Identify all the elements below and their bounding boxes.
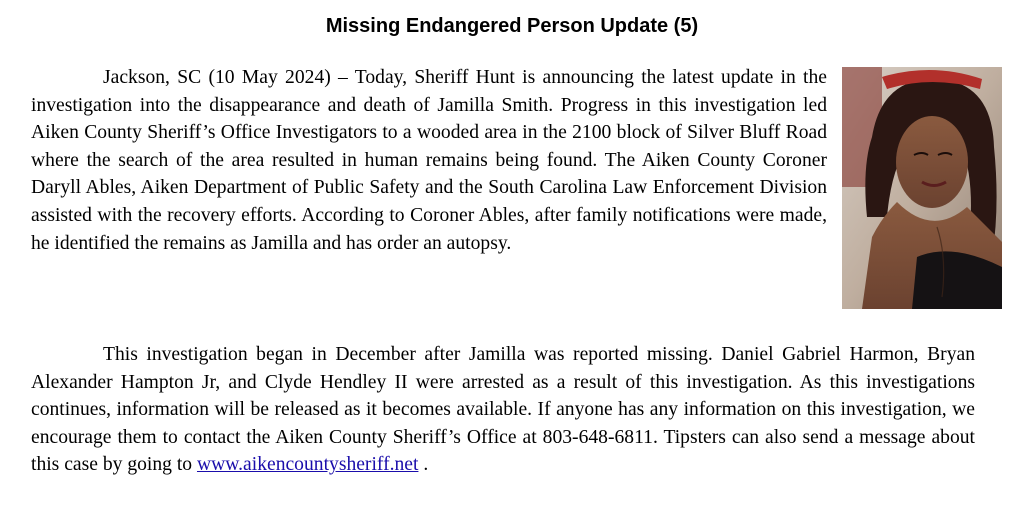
- paragraph-investigation-end: .: [418, 454, 429, 476]
- document-title: Missing Endangered Person Update (5): [325, 15, 699, 37]
- paragraph-investigation: [31, 341, 975, 479]
- paragraph-investigation-text: This investigation began in December after Jamilla was reported missing. Daniel Gabriel Harmon, Bryan Alexander Hampton Jr, and Clyde Hendley II were arrested as a result of this investigation. As this investigations continues, information will be released as it becomes available. If anyone has any information on this investigation, we encourage them to contact the Aiken County Sheriff’s Office at 803-648-6811. Tipsters can also send a message about this case by going to: [31, 344, 975, 476]
- paragraph-announcement: [31, 64, 827, 257]
- person-photo: [842, 67, 1002, 309]
- sheriff-website-link[interactable]: www.aikencountysheriff.net: [196, 454, 419, 476]
- paragraph-announcement-text: Jackson, SC (10 May 2024) – Today, Sheriff Hunt is announcing the latest update in the investigation into the disappearance and death of Jamilla Smith. Progress in this investigation led Aiken County Sheriff’s Office Investigators to a wooded area in the 2100 block of Silver Bluff Road where the search of the area resulted in human remains being found. The Aiken County Coroner Daryll Ables, Aiken Department of Public Safety and the South Carolina Law Enforcement Division assisted with the recovery efforts. According to Coroner Ables, after family notifications were made, he identified the remains as Jamilla and has order an autopsy.: [31, 67, 827, 254]
